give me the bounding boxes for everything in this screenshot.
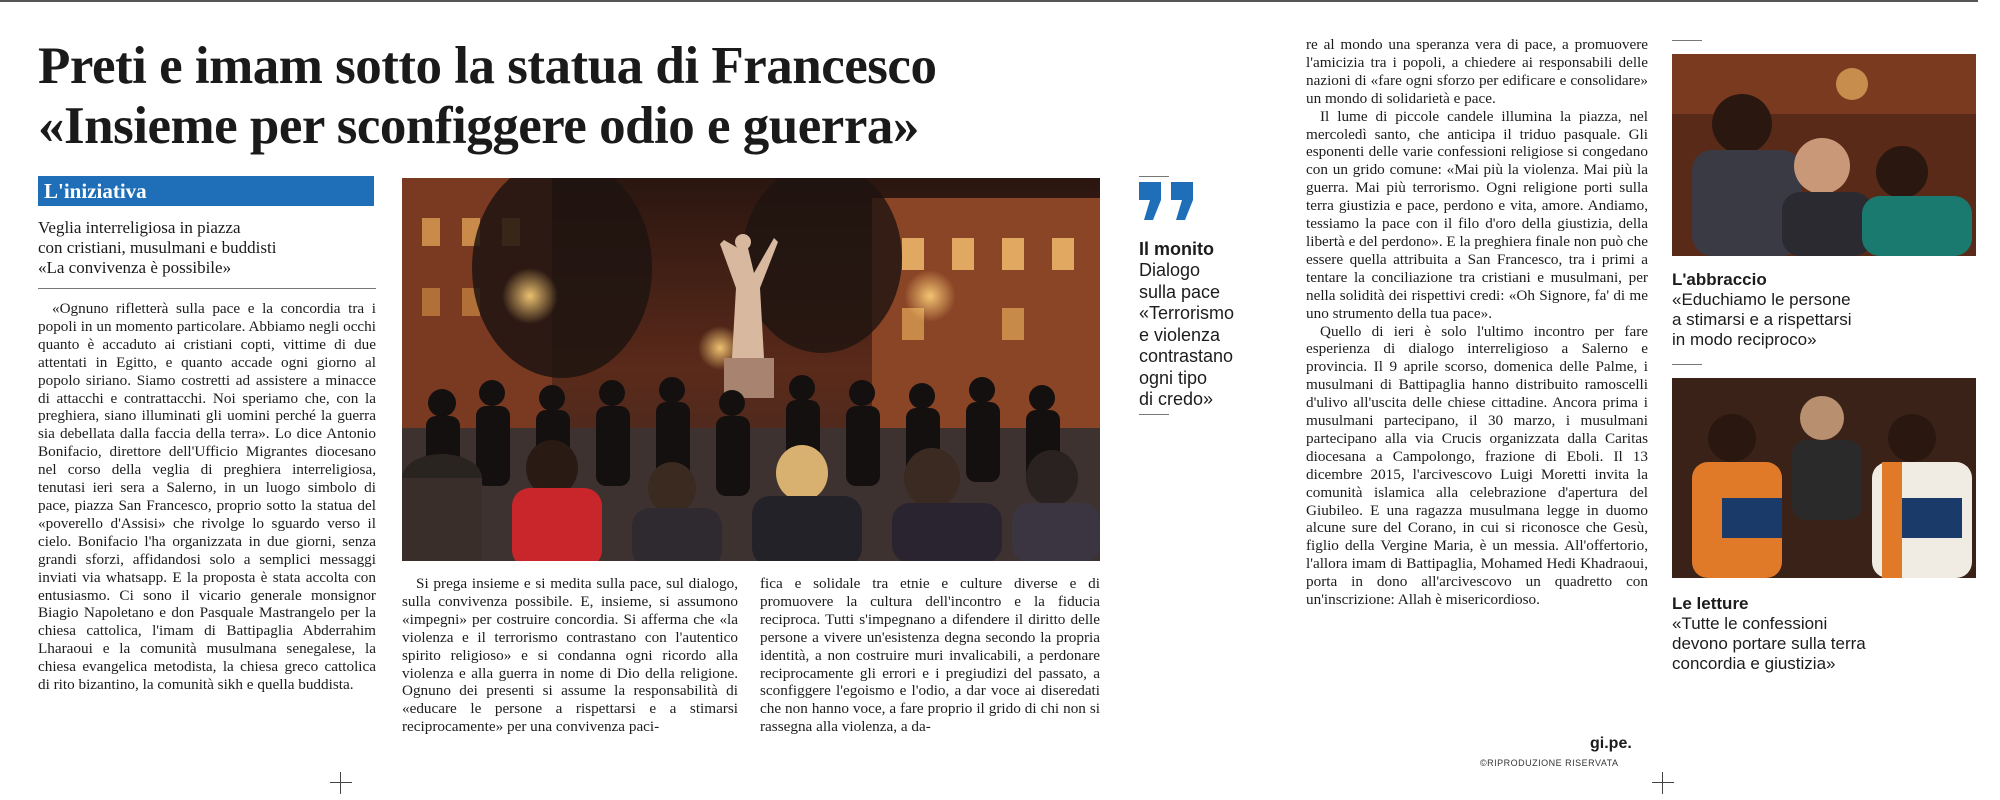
subhead-divider <box>38 288 376 289</box>
headline-line-2: «Insieme per sconfiggere odio e guerra» <box>38 97 919 155</box>
monito-line: contrastano <box>1139 346 1234 366</box>
subhead-line-2: con cristiani, musulmani e buddisti <box>38 238 277 257</box>
headline-line-1: Preti e imam sotto la statua di Francesco <box>38 37 937 95</box>
monito-line: e violenza <box>1139 324 1221 345</box>
caption1-line: «Educhiamo le persone <box>1672 290 1851 309</box>
column3-paragraph: fica e solidale tra etnie e culture diverse e di promuovere la cultura dell'incontro e la fiducia reciproca. Tutti s'impegnano a difendere il diritto delle persone a vivere un'esistenza degna secondo la propria identità, a non costruire muri invalicabili, a perdonare reciprocamente gli errori e i pregiudizi del passato, a sconfiggere l'egoismo e l'odio, a dar voce ai diseredati che non hanno voce, a fare proprio il grido di chi non si rassegna alla violenza, a da- <box>760 575 1100 736</box>
side-photo2-rule <box>1672 364 1702 365</box>
column1-paragraph: «Ognuno rifletterà sulla pace e la concordia tra i popoli in un momento particolare. Abbiamo negli occhi quanto è accaduto ai cristiani copti, vittime di due attentati in Egitto, e quanto accade ogni giorno al popolo siriano. Siamo costretti ad assistere a minacce di attacchi e contrattacchi. Noi speriamo che, con la preghiera, siano illuminati gli uomini perché la guerra sia debellata dalla faccia della terra». Lo dice Antonio Bonifacio, direttore dell'Ufficio Migrantes diocesano nel corso della veglia di preghiera interreligiosa, tenutasi ieri sera a Salerno, in un luogo simbolo di pace, piazza San Francesco, proprio sotto la statua del «poverello d'Assisi» che rivolge lo sguardo verso il cielo. Bonifacio l'ha organizzata in due giorni, senza grandi sforzi, affidandosi solo a semplici messaggi inviati via whatsapp. E la proposta è stata accolta con entusiasmo. Ci sono il vicario generale monsignor Biagio Napoletano e don Pasquale Mastrangelo per la chiesa cattolica, l'imam di Battipaglia Abderrahim Lharaoui e la comunità musulmana senegalese, la chiesa evangelica metodista, la chiesa greco cattolica di rito bizantino, la comunità sikh e quella buddista. <box>38 300 376 694</box>
main-photo <box>402 178 1100 561</box>
vigil-photo-illustration <box>402 178 1100 561</box>
subhead <box>38 218 378 278</box>
article-column-3 <box>760 575 1100 736</box>
monito-line: ogni tipo <box>1139 367 1208 388</box>
caption2-quote <box>1672 614 1972 674</box>
crop-mark <box>1652 772 1674 794</box>
article-column-4 <box>1306 36 1648 609</box>
author-signature: gi.pe. <box>1590 735 1632 752</box>
subhead-line-1: Veglia interreligiosa in piazza <box>38 218 241 237</box>
monito-quote <box>1139 260 1299 411</box>
caption2-line: «Tutte le confessioni <box>1672 614 1828 633</box>
monito-line: di credo» <box>1139 389 1214 409</box>
column2-paragraph: Si prega insieme e si medita sulla pace, sul dialogo, sulla convivenza possibile. E, insieme, si assumono «impegni» per costruire concordia. Si afferma che «la violenza e il terrorismo contrastano con l'autentico spirito religioso» e si condanna ogni ricordo alla violenza e alla guerra in nome di Dio della religione. Ognuno dei presenti si assume la responsabilità di «educare le persone a rispettarsi e a stimarsi reciprocamente» per una convivenza paci- <box>402 575 738 736</box>
readings-photo-illustration <box>1672 378 1976 578</box>
column4-paragraph-2: Il lume di piccole candele illumina la piazza, nel mercoledì santo, che anticipa il triduo pasquale. Gli esponenti delle varie confessioni religiose si congedano con un grido comune: «Mai più la violenza. Mai più la guerra. Mai più terrorismo. Ogni religione porti sulla terra giustizia e pace, perdono e vita, amore. Andiamo, tessiamo la pace con il filo d'oro della giustizia, della libertà e del perdono». E la preghiera finale non può che essere quella attribuita a San Francesco, tra i primi a tentare la conciliazione tra cristiani e musulmani, per nella solidità dei rispettivi credi: «Oh Signore, fa' di me uno strumento della tua pace». <box>1306 107 1649 322</box>
article-column-2 <box>402 575 738 736</box>
side-photo1-rule <box>1672 40 1702 41</box>
monito-title: Il monito <box>1139 239 1214 259</box>
caption2-line: devono portare sulla terra <box>1672 634 1866 653</box>
copyright-notice: ©RIPRODUZIONE RISERVATA <box>1480 758 1619 768</box>
caption2-title: Le letture <box>1672 594 1749 613</box>
monito-bottom-rule <box>1139 414 1169 415</box>
crop-mark <box>330 772 352 794</box>
column4-paragraph-3: Quello di ieri è solo l'ultimo incontro per fare esperienza di dialogo interreligioso a Salerno e provincia. Il 9 aprile scorso, domenica delle Palme, i musulmani di Battipaglia hanno distribuito ramoscelli d'ulivo all'uscita delle chiese cittadine. Ancora prima i musulmani partecipano, il 30 marzo, i musulmani partecipano alla via Crucis organizzata dalla Caritas diocesana a Campolongo, frazione di Eboli. Il 13 dicembre 2015, l'arcivescovo Luigi Moretti invita la comunità islamica alla celebrazione d'apertura del Giubileo. E una ragazza musulmana legge in duomo alcune sure del Corano, in cui si riconosce che Gesù, figlio della Vergine Maria, è un messia. All'offertorio, l'allora imam di Battipaglia, Mohamed Hedi Khadraoui, porta in dono all'arcivescovo un quadretto con un'inscrizione: Allah è misericordioso. <box>1306 322 1648 609</box>
quote-mark-icon <box>1133 176 1201 224</box>
readings-photo <box>1672 378 1976 578</box>
caption2-line: concordia e giustizia» <box>1672 654 1836 673</box>
column4-paragraph-1: re al mondo una speranza vera di pace, a promuovere l'amicizia tra i popoli, a chiedere ai responsabili delle nazioni di «fare ogni sforzo per edificare e consolidare» un mondo di solidarietà e pace. <box>1306 36 1648 107</box>
kicker-label: L'iniziativa <box>44 179 147 203</box>
embrace-photo <box>1672 54 1976 256</box>
monito-line: «Terrorismo <box>1139 303 1235 323</box>
caption1-quote <box>1672 290 1972 350</box>
embrace-photo-illustration <box>1672 54 1976 256</box>
subhead-line-3: «La convivenza è possibile» <box>38 258 232 277</box>
headline <box>38 36 1298 156</box>
monito-line: sulla pace <box>1139 281 1221 302</box>
monito-line: Dialogo <box>1139 260 1201 280</box>
caption1-title: L'abbraccio <box>1672 270 1767 289</box>
article-column-1 <box>38 300 376 694</box>
kicker-box <box>38 176 374 206</box>
caption1-line: a stimarsi e a rispettarsi <box>1672 310 1852 329</box>
caption1-line: in modo reciproco» <box>1672 330 1817 349</box>
top-rule <box>0 0 1978 2</box>
